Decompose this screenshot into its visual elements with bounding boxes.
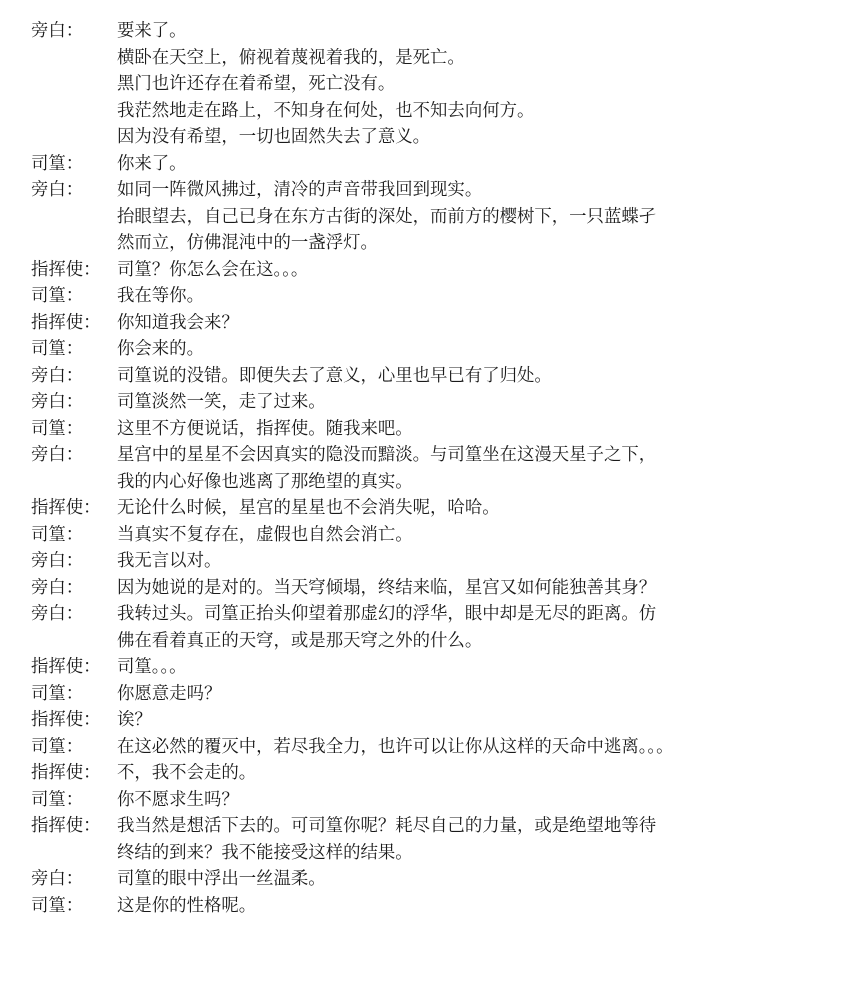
- dialogue-line: 我无言以对。: [117, 551, 222, 571]
- dialogue-line: 司篁？你怎么会在这。。。: [117, 259, 309, 280]
- dialogue-entry: [0, 522, 848, 549]
- dialogue-line: 这是你的性格呢。: [117, 895, 257, 916]
- dialogue-line: 不，我不会走的。: [117, 763, 257, 783]
- dialogue-entry: [0, 866, 848, 893]
- dialogue-entry: [0, 654, 848, 681]
- dialogue-text: [117, 283, 204, 310]
- dialogue-entry: [0, 548, 848, 575]
- dialogue-entry: [0, 310, 848, 337]
- dialogue-line: 然而立，仿佛混沌中的一盏浮灯。: [117, 233, 378, 253]
- dialogue-line: 无论什么时候，星宫的星星也不会消失呢，哈哈。: [117, 498, 500, 518]
- dialogue-line: 你会来的。: [117, 339, 204, 359]
- dialogue-line: 这里不方便说话，指挥使。随我来吧。: [117, 418, 413, 439]
- dialogue-entry: [0, 177, 848, 257]
- dialogue-text: [117, 495, 500, 522]
- dialogue-line: 佛在看着真正的天穹，或是那天穹之外的什么。: [117, 630, 483, 651]
- speaker-label: 旁白：: [31, 445, 84, 465]
- dialogue-line: 在这必然的覆灭中，若尽我全力，也许可以让你从这样的天命中逃离。。。: [117, 736, 674, 757]
- dialogue-text: [117, 681, 221, 708]
- speaker-label: 司篁：: [31, 418, 84, 439]
- dialogue-text: [117, 310, 239, 337]
- speaker-label: 司篁：: [31, 789, 84, 810]
- dialogue-line: 我转过头。司篁正抬头仰望着那虚幻的浮华，眼中却是无尽的距离。仿: [117, 604, 657, 624]
- dialogue-text: [117, 866, 326, 893]
- dialogue-line: 当真实不复存在，虚假也自然会消亡。: [117, 524, 413, 545]
- speaker-label: 司篁：: [31, 286, 84, 306]
- dialogue-entry: [0, 681, 848, 708]
- script-document: [0, 18, 848, 919]
- dialogue-line: 我的内心好像也逃离了那绝望的真实。: [117, 471, 413, 492]
- dialogue-entry: [0, 813, 848, 866]
- dialogue-text: [117, 760, 256, 787]
- dialogue-entry: [0, 707, 848, 734]
- speaker-label: 旁白：: [31, 392, 84, 412]
- dialogue-text: [117, 363, 552, 390]
- dialogue-text: [117, 813, 656, 866]
- dialogue-text: [117, 151, 187, 178]
- dialogue-line: 抬眼望去，自己已身在东方古街的深处，而前方的樱树下，一只蓝蝶孑: [117, 206, 657, 227]
- dialogue-line: 星宫中的星星不会因真实的隐没而黯淡。与司篁坐在这漫天星子之下，: [117, 445, 657, 465]
- speaker-label: 旁白：: [31, 551, 84, 571]
- dialogue-line: 要来了。: [117, 21, 187, 41]
- dialogue-line: 因为没有希望，一切也固然失去了意义。: [117, 127, 431, 147]
- dialogue-text: [117, 177, 656, 257]
- speaker-label: 旁白：: [31, 365, 84, 386]
- dialogue-line: 因为她说的是对的。当天穹倾塌，终结来临，星宫又如何能独善其身？: [117, 577, 657, 598]
- dialogue-line: 你不愿求生吗？: [117, 789, 239, 810]
- dialogue-text: [117, 548, 221, 575]
- dialogue-entry: [0, 442, 848, 495]
- dialogue-line: 司篁。。。: [117, 657, 187, 677]
- dialogue-line: 司篁说的没错。即便失去了意义，心里也早已有了归处。: [117, 365, 552, 386]
- dialogue-line: 你愿意走吗？: [117, 683, 222, 704]
- speaker-label: 旁白：: [31, 577, 84, 598]
- dialogue-line: 你来了。: [117, 153, 187, 174]
- dialogue-entry: [0, 893, 848, 920]
- dialogue-text: [117, 654, 187, 681]
- dialogue-text: [117, 893, 256, 920]
- dialogue-text: [117, 707, 152, 734]
- speaker-label: 旁白：: [31, 180, 84, 200]
- speaker-label: 司篁：: [31, 524, 84, 545]
- dialogue-entry: [0, 283, 848, 310]
- dialogue-text: [117, 257, 308, 284]
- dialogue-text: [117, 734, 674, 761]
- speaker-label: 司篁：: [31, 339, 84, 359]
- dialogue-line: 我在等你。: [117, 286, 204, 306]
- speaker-label: 指挥使：: [31, 710, 101, 730]
- speaker-label: 旁白：: [31, 604, 84, 624]
- dialogue-line: 黑门也许还存在着希望，死亡没有。: [117, 74, 396, 94]
- dialogue-line: 我茫然地走在路上，不知身在何处，也不知去向何方。: [117, 100, 535, 121]
- dialogue-line: 终结的到来？我不能接受这样的结果。: [117, 842, 413, 863]
- dialogue-line: 你知道我会来？: [117, 312, 239, 333]
- speaker-label: 指挥使：: [31, 259, 101, 280]
- dialogue-entry: [0, 495, 848, 522]
- dialogue-text: [117, 442, 656, 495]
- dialogue-line: 诶？: [117, 710, 152, 730]
- dialogue-entry: [0, 151, 848, 178]
- speaker-label: 指挥使：: [31, 763, 101, 783]
- dialogue-entry: [0, 416, 848, 443]
- dialogue-text: [117, 18, 534, 151]
- dialogue-entry: [0, 601, 848, 654]
- dialogue-entry: [0, 336, 848, 363]
- speaker-label: 司篁：: [31, 153, 84, 174]
- dialogue-line: 我当然是想活下去的。可司篁你呢？耗尽自己的力量，或是绝望地等待: [117, 816, 657, 836]
- dialogue-text: [117, 389, 326, 416]
- dialogue-entry: [0, 760, 848, 787]
- speaker-label: 指挥使：: [31, 312, 101, 333]
- speaker-label: 指挥使：: [31, 657, 101, 677]
- dialogue-text: [117, 522, 413, 549]
- dialogue-entry: [0, 389, 848, 416]
- dialogue-text: [117, 416, 413, 443]
- dialogue-entry: [0, 787, 848, 814]
- speaker-label: 指挥使：: [31, 816, 101, 836]
- dialogue-entry: [0, 257, 848, 284]
- dialogue-entry: [0, 734, 848, 761]
- dialogue-text: [117, 575, 656, 602]
- dialogue-text: [117, 601, 656, 654]
- dialogue-entry: [0, 575, 848, 602]
- speaker-label: 旁白：: [31, 869, 84, 889]
- dialogue-entry: [0, 363, 848, 390]
- dialogue-text: [117, 787, 239, 814]
- dialogue-line: 司篁淡然一笑，走了过来。: [117, 392, 326, 412]
- dialogue-line: 横卧在天空上，俯视着蔑视着我的，是死亡。: [117, 47, 465, 68]
- dialogue-text: [117, 336, 204, 363]
- speaker-label: 司篁：: [31, 683, 84, 704]
- speaker-label: 司篁：: [31, 736, 84, 757]
- speaker-label: 指挥使：: [31, 498, 101, 518]
- dialogue-entry: [0, 18, 848, 151]
- speaker-label: 旁白：: [31, 21, 84, 41]
- dialogue-line: 如同一阵微风拂过，清冷的声音带我回到现实。: [117, 180, 483, 200]
- dialogue-line: 司篁的眼中浮出一丝温柔。: [117, 869, 326, 889]
- speaker-label: 司篁：: [31, 895, 84, 916]
